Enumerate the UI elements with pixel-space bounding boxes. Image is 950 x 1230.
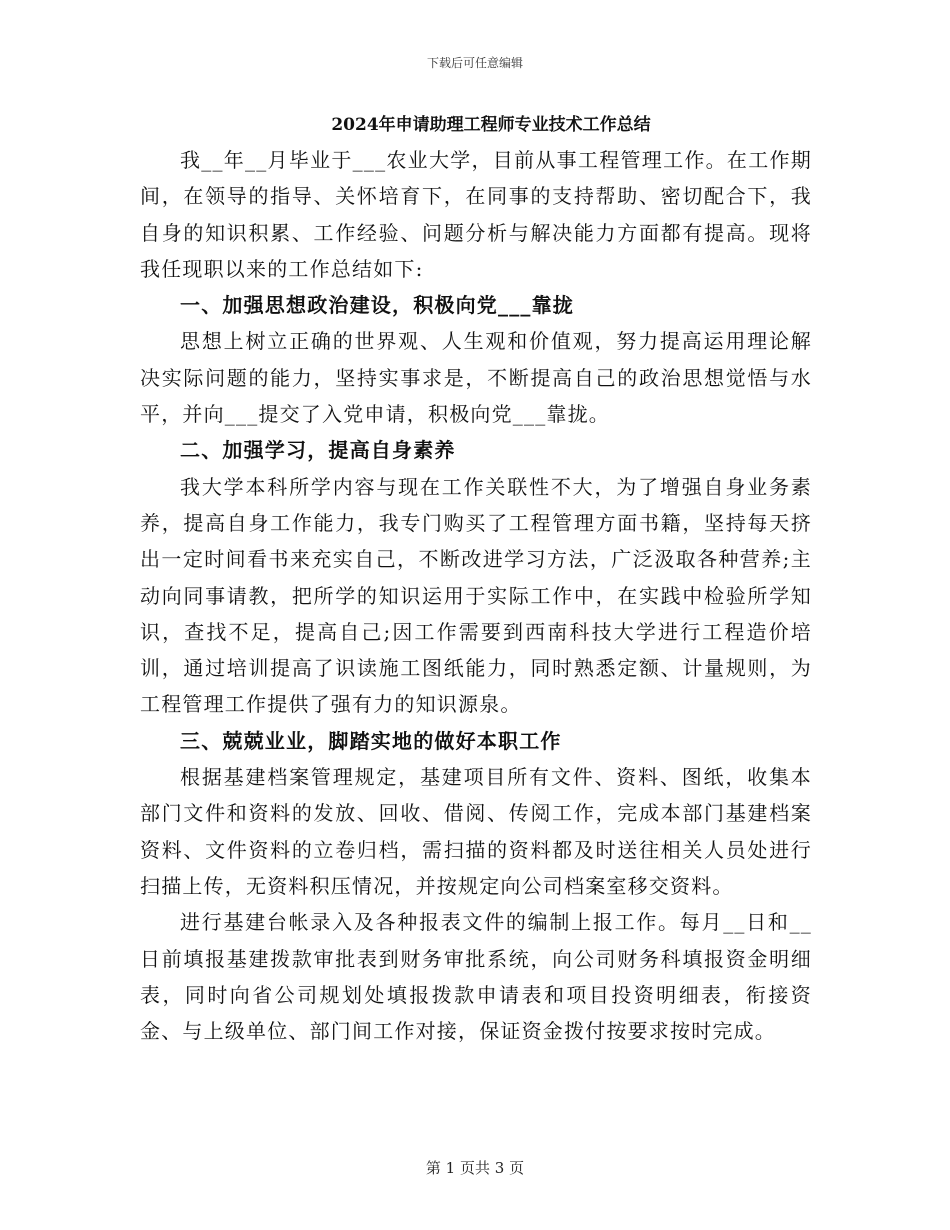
document-body bbox=[140, 112, 812, 1049]
intro-paragraph: 我__年__月毕业于___农业大学，目前从事工程管理工作。在工作期间，在领导的指导、关怀培育下，在同事的支持帮助、密切配合下，我自身的知识积累、工作经验、问题分析与解决能力方面都有提高。现将我任现职以来的工作总结如下: bbox=[140, 148, 812, 281]
section-heading-politics: 一、加强思想政治建设，积极向党___靠拢 bbox=[180, 293, 574, 318]
section-heading-study: 二、加强学习，提高自身素养 bbox=[180, 438, 456, 463]
section-paragraph-ledger: 进行基建台帐录入及各种报表文件的编制上报工作。每月__日和__日前填报基建拨款审批表到财务审批系统，向公司财务科填报资金明细表，同时向省公司规划处填报拨款申请表和项目投资明细表，衔接资金、与上级单位、部门间工作对接，保证资金拨付按要求按时完成。 bbox=[140, 910, 812, 1044]
page-number: 第 1 页共 3 页 bbox=[425, 1159, 525, 1177]
section-heading-work: 三、兢兢业业，脚踏实地的做好本职工作 bbox=[180, 728, 562, 753]
section-paragraph-study: 我大学本科所学内容与现在工作关联性不大，为了增强自身业务素养，提高自身工作能力，我专门购买了工程管理方面书籍，坚持每天挤出一定时间看书来充实自己，不断改进学习方法，广泛汲取各种营养;主动向同事请教，把所学的知识运用于实际工作中，在实践中检验所学知识，查找不足，提高自己;因工作需要到西南科技大学进行工程造价培训，通过培训提高了识读施工图纸能力，同时熟悉定额、计量规则，为工程管理工作提供了强有力的知识源泉。 bbox=[140, 474, 812, 717]
download-note: 下载后可任意编辑 bbox=[426, 56, 523, 70]
section-paragraph-archives: 根据基建档案管理规定，基建项目所有文件、资料、图纸，收集本部门文件和资料的发放、回收、借阅、传阅工作，完成本部门基建档案资料、文件资料的立卷归档，需扫描的资料都及时送往相关人员处进行扫描上传，无资料积压情况，并按规定向公司档案室移交资料。 bbox=[140, 765, 812, 898]
document-title: 2024年申请助理工程师专业技术工作总结 bbox=[331, 115, 651, 135]
section-paragraph-politics: 思想上树立正确的世界观、人生观和价值观，努力提高运用理论解决实际问题的能力，坚持实事求是，不断提高自己的政治思想觉悟与水平，并向___提交了入党申请，积极向党___靠拢。 bbox=[140, 329, 812, 427]
